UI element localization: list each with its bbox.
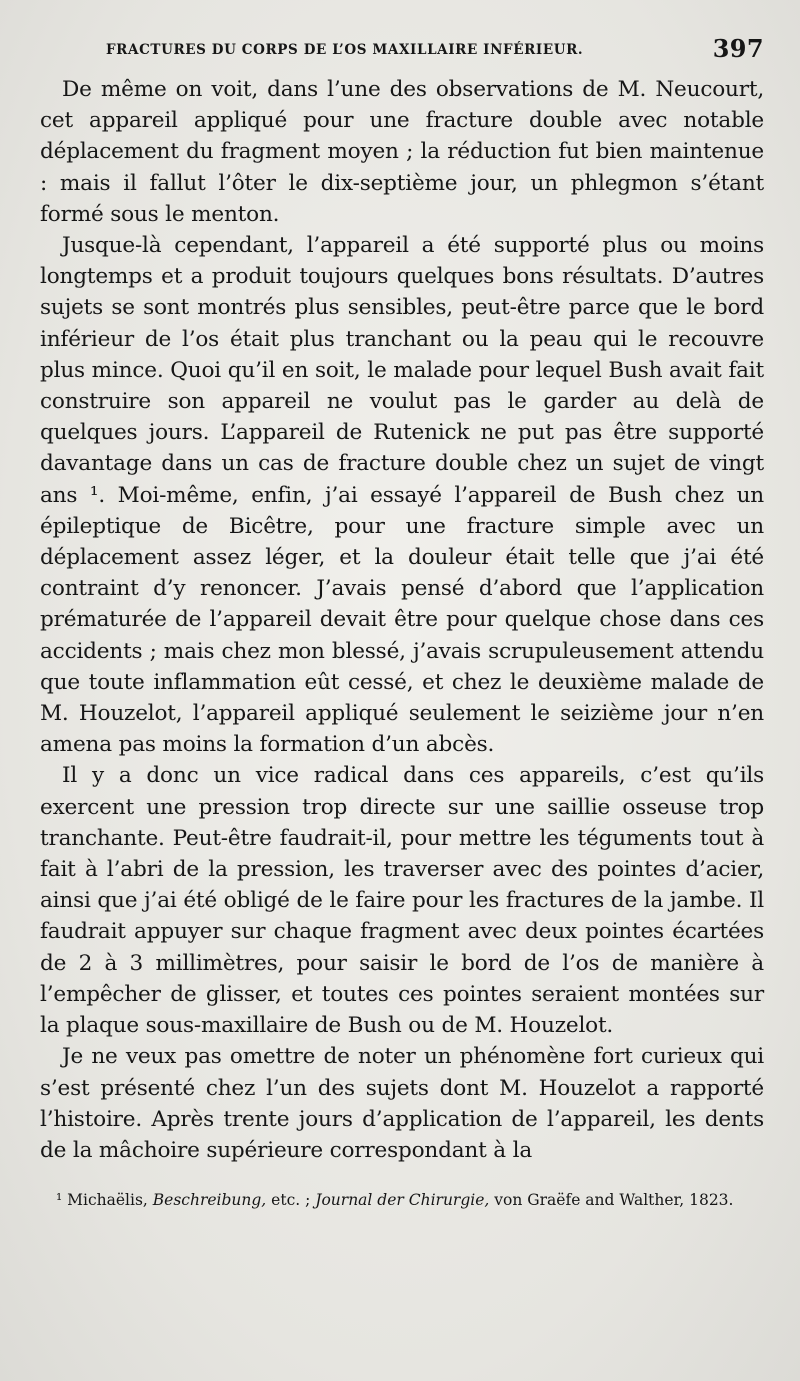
paragraph-3: Il y a donc un vice radical dans ces appareils, c’est qu’ils exercent une pression trop directe sur une saillie osseuse trop tranchante. Peut-être faudrait-il, pour mettre les téguments tout à fait à l’abri de la pression, les traverser avec des pointes d’acier, ainsi que j’ai été obligé de le faire pour les fractures de la jambe. Il faudrait appuyer sur chaque fragment avec deux pointes écartées de 2 à 3 millimètres, pour saisir le bord de l’os de manière à l’empêcher de glisser, et toutes ces pointes seraient montées sur la plaque sous-maxillaire de Bush ou de M. Houzelot. — [40, 763, 764, 1039]
footnote-title-1: Beschreibung, — [152, 1191, 267, 1210]
paragraph-2: Jusque-là cependant, l’appareil a été supporté plus ou moins longtemps et a produit toujours quelques bons résultats. D’autres sujets se sont montrés plus sensibles, peut-être parce que le bord inférieur de l’os était plus tranchant ou la peau qui le recouvre plus mince. Quoi qu’il en soit, le malade pour lequel Bush avait fait construire son appareil ne voulut pas le garder au delà de quelques jours. L’appareil de Rutenick ne put pas être supporté davantage dans un cas de fracture double chez un sujet de vingt ans ¹. Moi-même, enfin, j’ai essayé l’appareil de Bush chez un épileptique de Bicêtre, pour une fracture simple avec un déplacement assez léger, et la douleur était telle que j’ai été contraint d’y renoncer. J’avais pensé d’abord que l’application prématurée de l’appareil devait être pour quelque chose dans ces accidents ; mais chez mon blessé, j’avais scrupuleusement attendu que toute inflammation eût cessé, et chez le deuxième malade de M. Houzelot, l’appareil appliqué seulement le seizième jour n’en amena pas moins la formation d’un abcès. — [40, 233, 764, 758]
footnote-publisher: von Graëfe and Walther, 1823. — [489, 1191, 734, 1210]
footnote-author: Michaëlis, — [62, 1191, 153, 1210]
footnote-title-2: Journal der Chirurgie, — [315, 1191, 490, 1210]
running-head — [40, 34, 764, 74]
page-number: 397 — [712, 34, 764, 63]
footnote-marker: ¹ — [56, 1191, 63, 1210]
body-text — [40, 74, 764, 1166]
footnotes — [40, 1188, 764, 1213]
footnote-1 — [40, 1188, 764, 1213]
paragraph-4: Je ne veux pas omettre de noter un phénomène fort curieux qui s’est présenté chez l’un des sujets dont M. Houzelot a rapporté l’histoire. Après trente jours d’application de l’appareil, les dents de la mâchoire supérieure correspondant à la — [40, 1044, 764, 1163]
running-title: FRACTURES DU CORPS DE L’OS MAXILLAIRE INFÉRIEUR. — [106, 42, 584, 58]
paragraph-1: De même on voit, dans l’une des observations de M. Neucourt, cet appareil appliqué pour une fracture double avec notable déplacement du fragment moyen ; la réduction fut bien maintenue : mais il fallut l’ôter le dix-septième jour, un phlegmon s’étant formé sous le menton. — [40, 77, 764, 227]
footnote-etc: etc. ; — [266, 1191, 316, 1210]
